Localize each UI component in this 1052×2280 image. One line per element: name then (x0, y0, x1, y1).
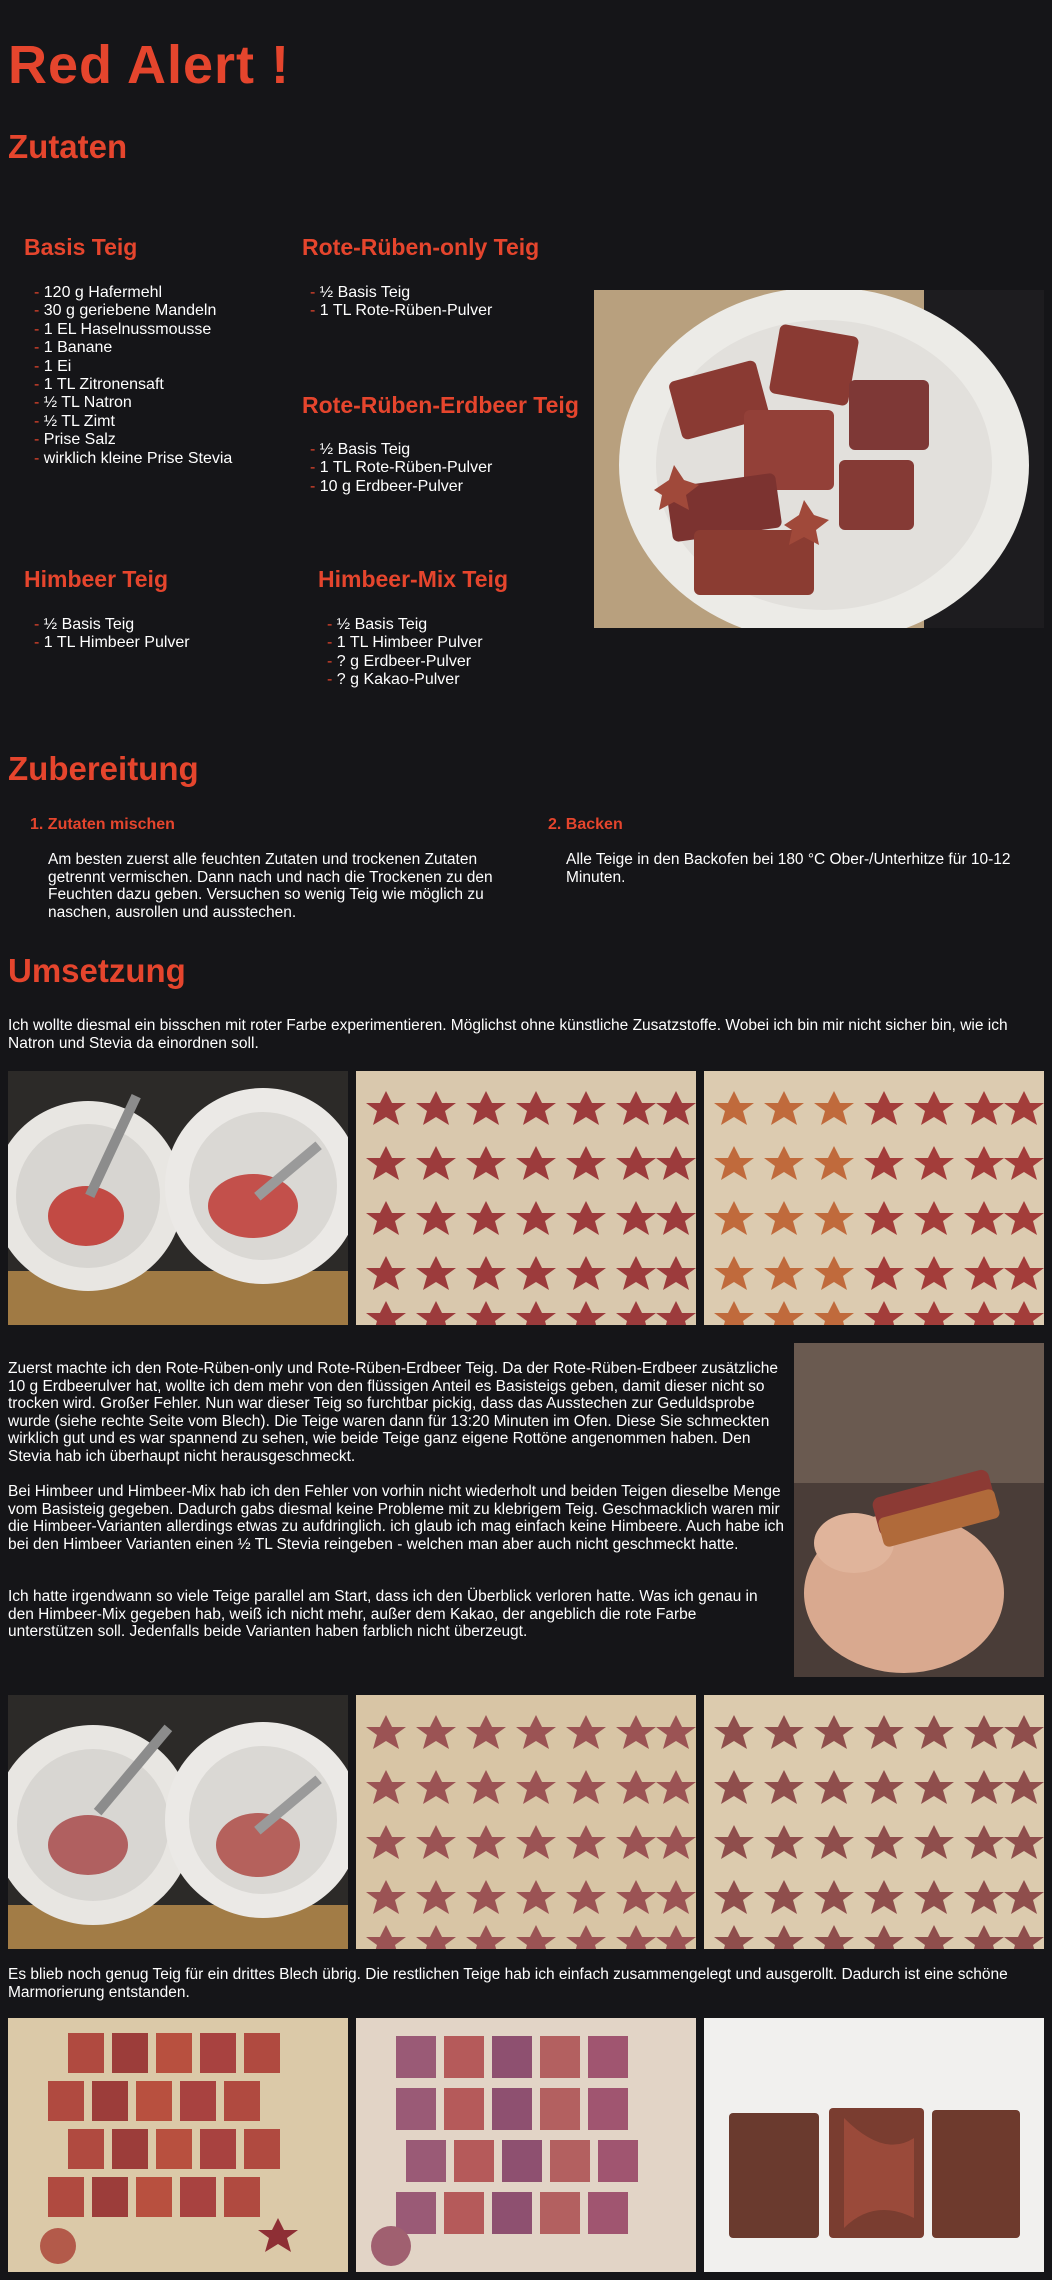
umsetzung-paragraph-1: Zuerst machte ich den Rote-Rüben-only und Rote-Rüben-Erdbeer Teig. Da der Rote-Rüben-Erdbeer zusätzliche 10 g Erdbeerulver hat, wollte ich dem mehr von den flüssigen Anteil es Basisteigs geben, damit dieser nicht so trocken wird. Großer Fehler. Nun war dieser Teig so furchtbar pickig, dass das Ausstechen zur Geduldsprobe wurde (siehe rechte Seite vom Blech). Die Teige waren dann für 13:20 Minuten im Ofen. Diese Sie schmeckten wirklich gut und es war spannend zu sehen, wie beide Teige ganz eigene Rottöne angenommen haben. Den Stevia hab ich überhaupt nicht herausgeschmeckt. (8, 1360, 778, 1465)
page-title: Red Alert ! (8, 35, 291, 95)
step-1-title (30, 816, 175, 834)
zutaten-heading: Zutaten (8, 128, 128, 165)
ingredient: - ½ Basis Teig (34, 616, 190, 634)
bowls-red-dough-photo (8, 1071, 348, 1325)
rote-rueben-erdbeer-list (310, 441, 492, 496)
basis-teig-list (34, 284, 232, 468)
ingredient: - 10 g Erdbeer-Pulver (310, 478, 492, 496)
ingredient: - ? g Erdbeer-Pulver (327, 653, 483, 671)
tray-squares-marbled-photo (356, 2018, 696, 2272)
ingredient: - ? g Kakao-Pulver (327, 671, 483, 689)
tray-squares-raw-photo (8, 2018, 348, 2272)
ingredient: - 1 TL Rote-Rüben-Pulver (310, 302, 492, 320)
himbeer-mix-title: Himbeer-Mix Teig (318, 566, 508, 592)
ingredient: - 1 Banane (34, 339, 232, 357)
ingredient: - 120 g Hafermehl (34, 284, 232, 302)
rote-rueben-erdbeer-title: Rote-Rüben-Erdbeer Teig (302, 392, 579, 418)
ingredient: - ½ Basis Teig (310, 441, 492, 459)
himbeer-mix-list (327, 616, 483, 690)
step-2-title (548, 816, 623, 834)
step-number: 1. (30, 816, 44, 833)
tray-raspberry-stars-photo (356, 1695, 696, 1949)
ingredient: - ½ TL Natron (34, 394, 232, 412)
himbeer-teig-list (34, 616, 190, 653)
ingredient: - 1 Ei (34, 358, 232, 376)
rote-rueben-only-title: Rote-Rüben-only Teig (302, 234, 540, 260)
ingredient: - Prise Salz (34, 431, 232, 449)
himbeer-teig-title: Himbeer Teig (24, 566, 168, 592)
step-title: Zutaten mischen (47, 816, 175, 833)
step-number: 2. (548, 816, 562, 833)
ingredient: - 1 TL Himbeer Pulver (327, 634, 483, 652)
basis-teig-title: Basis Teig (24, 234, 138, 260)
umsetzung-paragraph-3: Ich hatte irgendwann so viele Teige parallel am Start, dass ich den Überblick verloren hatte. Was ich genau in den Himbeer-Mix gegeben hab, weiß ich nicht mehr, außer dem Kakao, der angeblich die rote Farbe unterstützen soll. Jedenfalls beide Varianten haben farblich nicht überzeugt. (8, 1588, 758, 1640)
ingredient: - 1 TL Zitronensaft (34, 376, 232, 394)
baked-squares-photo (704, 2018, 1044, 2272)
tray-orange-red-stars-photo (704, 1071, 1044, 1325)
tray-raspberry-mix-stars-photo (704, 1695, 1044, 1949)
ingredient: - 1 EL Haselnussmousse (34, 321, 232, 339)
zubereitung-heading: Zubereitung (8, 750, 199, 787)
umsetzung-heading: Umsetzung (8, 952, 186, 989)
cookie-plate-photo (594, 290, 1044, 628)
step-2-text: Alle Teige in den Backofen bei 180 °C Ober-/Unterhitze für 10-12 Minuten. (566, 851, 1011, 886)
tray-beet-stars-photo (356, 1071, 696, 1325)
ingredient: - 30 g geriebene Mandeln (34, 302, 232, 320)
umsetzung-intro: Ich wollte diesmal ein bisschen mit roter Farbe experimentieren. Möglichst ohne künstliche Zusatzstoffe. Wobei ich bin mir nicht sicher bin, wie ich Natron und Stevia da einordnen soll. (8, 1017, 1008, 1052)
ingredient: - ½ Basis Teig (310, 284, 492, 302)
umsetzung-paragraph-4: Es blieb noch genug Teig für ein drittes Blech übrig. Die restlichen Teige hab ich einfach zusammengelegt und ausgerollt. Dadurch ist eine schöne Marmorierung entstanden. (8, 1966, 1008, 2001)
rote-rueben-only-list (310, 284, 492, 321)
ingredient: - 1 TL Himbeer Pulver (34, 634, 190, 652)
cookie-in-hand-photo (794, 1343, 1044, 1677)
ingredient: - wirklich kleine Prise Stevia (34, 450, 232, 468)
ingredient: - ½ TL Zimt (34, 413, 232, 431)
step-1-text: Am besten zuerst alle feuchten Zutaten und trockenen Zutaten getrennt vermischen. Dann nach und nach die Trockenen zu den Feuchten dazu geben. Versuchen so wenig Teig wie möglich zu naschen, ausrollen und ausstechen. (48, 851, 493, 921)
bowls-pink-dough-photo (8, 1695, 348, 1949)
umsetzung-paragraph-2: Bei Himbeer und Himbeer-Mix hab ich den Fehler von vorhin nicht wiederholt und beiden Teigen dieselbe Menge vom Basisteig gegeben. Dadurch gabs diesmal keine Probleme mit zu klebrigem Teig. Geschmacklich waren mir die Himbeer-Varianten allerdings etwas zu aufdringlich. ich glaub ich mag einfach keine Himbeere. Auch habe ich bei den Himbeer Varianten einen ½ TL Stevia reingeben - welchen man aber auch nicht geschmeckt hatte. (8, 1483, 785, 1553)
step-title: Backen (565, 816, 623, 833)
ingredient: - 1 TL Rote-Rüben-Pulver (310, 459, 492, 477)
ingredient: - ½ Basis Teig (327, 616, 483, 634)
